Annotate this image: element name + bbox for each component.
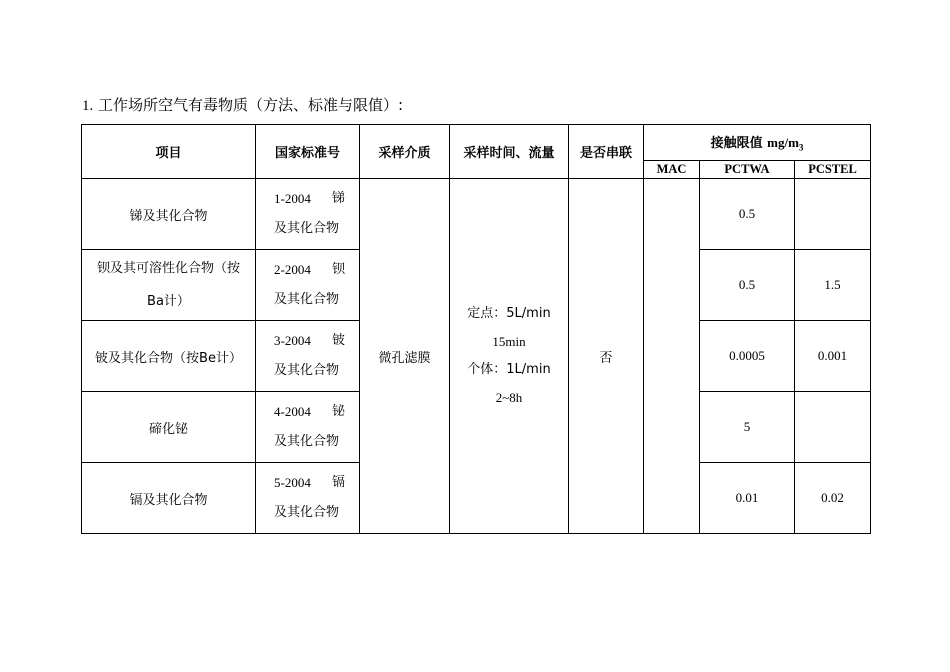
section-title: 工作场所空气有毒物质（方法、标准与限值）: — [98, 96, 404, 114]
pcstel-cell: 0.02 — [795, 463, 871, 534]
pctwa-cell: 5 — [700, 392, 795, 463]
header-limit-unit: $mg/m_3$ — [767, 135, 804, 153]
pcstel-cell: 1.5 — [795, 250, 871, 321]
toxic-substances-table — [81, 124, 871, 534]
item-cell: 钡及其可溶性化合物（按Ba计） — [82, 250, 256, 321]
header-limit-label: 接触限值 — [710, 136, 763, 152]
standard-cell: 2-2004 钡 及其化合物 — [256, 250, 360, 321]
section-heading — [82, 95, 403, 116]
time-flow-cell: 定点：5L/min 15min 个体：1L/min 2~8h — [450, 179, 569, 534]
header-pctwa: PCTWA — [700, 161, 795, 179]
pcstel-cell — [795, 179, 871, 250]
table-row — [82, 179, 871, 250]
item-cell: 碲化铋 — [82, 392, 256, 463]
pctwa-cell: 0.5 — [700, 250, 795, 321]
header-series: 是否串联 — [569, 125, 644, 179]
item-cell: 铍及其化合物（按Be计） — [82, 321, 256, 392]
item-cell: 镉及其化合物 — [82, 463, 256, 534]
pcstel-cell: 0.001 — [795, 321, 871, 392]
header-mac: MAC — [644, 161, 700, 179]
medium-cell: 微孔滤膜 — [360, 179, 450, 534]
header-time-flow: 采样时间、流量 — [450, 125, 569, 179]
mac-cell — [644, 179, 700, 534]
item-cell: 锑及其化合物 — [82, 179, 256, 250]
standard-cell: 4-2004 铋 及其化合物 — [256, 392, 360, 463]
pctwa-cell: 0.01 — [700, 463, 795, 534]
section-number: 1. — [82, 98, 94, 114]
header-pcstel: PCSTEL — [795, 161, 871, 179]
standard-cell: 5-2004 镉 及其化合物 — [256, 463, 360, 534]
header-standard: 国家标准号 — [256, 125, 360, 179]
standard-cell: 1-2004 锑 及其化合物 — [256, 179, 360, 250]
header-item: 项目 — [82, 125, 256, 179]
pctwa-cell: 0.0005 — [700, 321, 795, 392]
header-medium: 采样介质 — [360, 125, 450, 179]
header-limit — [644, 125, 871, 161]
pctwa-cell: 0.5 — [700, 179, 795, 250]
standard-cell: 3-2004 铍 及其化合物 — [256, 321, 360, 392]
pcstel-cell — [795, 392, 871, 463]
series-cell: 否 — [569, 179, 644, 534]
